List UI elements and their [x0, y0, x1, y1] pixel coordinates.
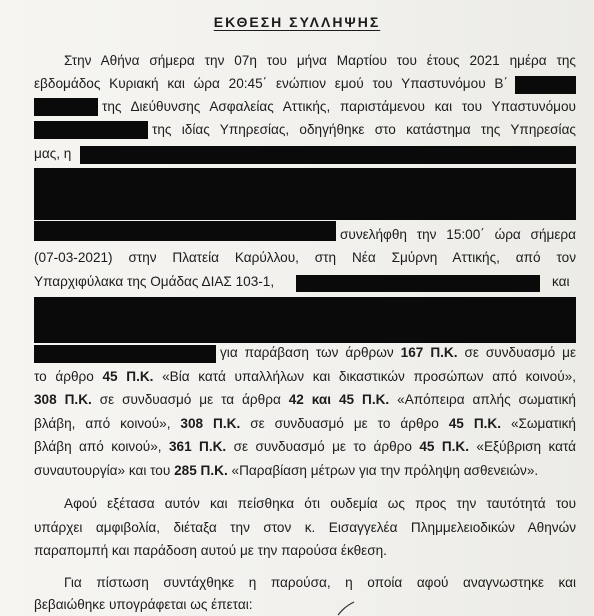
redaction-block	[34, 98, 98, 116]
text-line-4: της ιδίας Υπηρεσίας, οδηγήθηκε στο κατάστημα της Υπηρεσίας	[152, 122, 576, 137]
text-line-23: βεβαιώθηκε υπογράφεται ως έπεται:	[34, 597, 253, 612]
document-title: ΕΚΘΕΣΗ ΣΥΛΛΗΨΗΣ	[213, 14, 381, 30]
redaction-block	[515, 76, 576, 94]
redaction-block	[34, 297, 576, 343]
text-line-17: βλάβη από κοινού», 361 Π.Κ. σε συνδυασμό με το άρθρο 45 Π.Κ. «Εξύβριση κατά	[34, 439, 576, 454]
text-line-10: Υπαρχιφύλακα της Ομάδας ΔΙΑΣ 103-1,	[34, 274, 275, 289]
text-line-9: (07-03-2021) στην Πλατεία Καρύλλου, στη Νέα Σμύρνη Αττικής, από τον	[34, 250, 576, 265]
redaction-block	[34, 121, 148, 139]
text-line-21: παραπομπή και παράδοση αυτού με την παρούσα έκθεση.	[34, 543, 387, 558]
text-line-18: συναυτουργία» και του 285 Π.Κ. «Παραβίαση μέτρων για την πρόληψη ασθενειών».	[34, 463, 539, 478]
redaction-block	[34, 221, 336, 241]
redaction-block	[34, 168, 576, 220]
text-line-1: Στην Αθήνα σήμερα την 07η του μήνα Μαρτίου του έτους 2021 ημέρα της	[64, 53, 576, 68]
text-line-13: για παράβαση των άρθρων 167 Π.Κ. σε συνδυασμό με	[220, 345, 577, 360]
text-line-3: της Διεύθυνσης Ασφαλείας Αττικής, παριστάμενου και του Υπαστυνόμου	[102, 99, 576, 114]
text-line-8: συνελήφθη την 15:00΄ ώρα σήμερα	[340, 227, 576, 242]
text-line-19: Αφού εξέτασα αυτόν και πείσθηκα ότι ουδεμία ως προς την ταυτότητά του	[64, 496, 576, 511]
text-line-5: μας, η	[34, 146, 72, 161]
text-line-16: βλάβη, από κοινού», 308 Π.Κ. σε συνδυασμό με το άρθρο 45 Π.Κ. «Σωματική	[34, 416, 576, 431]
text-line-14: το άρθρο 45 Π.Κ. «Βία κατά υπαλλήλων και δικαστικών προσώπων από κοινού»,	[34, 369, 576, 384]
text-line-15: 308 Π.Κ. σε συνδυασμό με τα άρθρα 42 και 45 Π.Κ. «Απόπειρα απλής σωματική	[34, 392, 576, 407]
text-line-2: εβδομάδος Κυριακή και ώρα 20:45΄ ενώπιον εμού του Υπαστυνόμου Β΄	[34, 76, 508, 91]
text-line-22: Για πίστωση συντάχθηκε η παρούσα, η οποία αφού αναγνωστηκε και	[64, 575, 576, 590]
signature-mark	[336, 600, 356, 616]
text-line-10-end: και	[552, 274, 570, 289]
redaction-block	[296, 275, 540, 292]
redaction-block	[34, 345, 216, 363]
redaction-block	[80, 146, 576, 164]
text-line-20: υπάρχει αμφιβολία, διέταξα την στον κ. Εισαγγελέα Πλημμελειοδικών Αθηνών	[34, 520, 576, 535]
